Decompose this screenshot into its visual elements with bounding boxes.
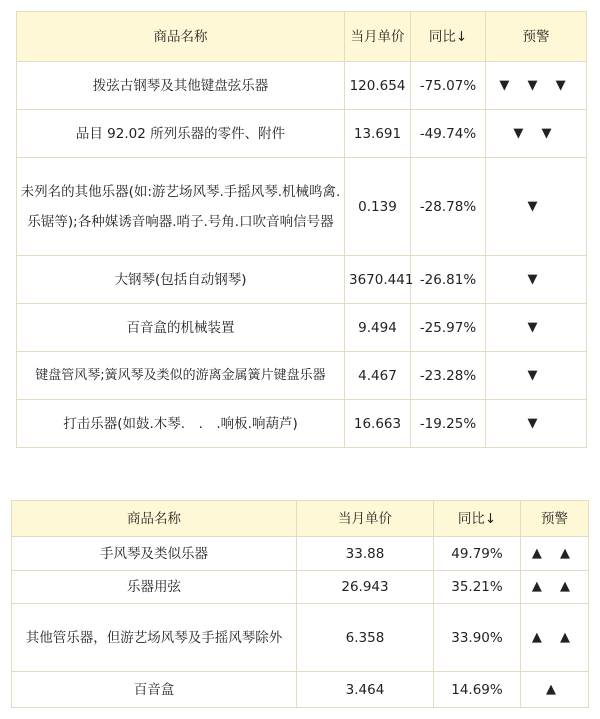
product-name: 未列名的其他乐器(如:游艺场风琴.手摇风琴.机械鸣禽.乐锯等);各种媒诱音响器.哨子.号角.口吹音响信号器: [17, 158, 345, 256]
alert-up-icon: ▲: [521, 672, 589, 708]
table-row: [12, 604, 589, 672]
yoy-change: -75.07%: [411, 62, 486, 110]
product-name: 大钢琴(包括自动钢琴): [17, 256, 345, 304]
header-yoy: 同比↓: [434, 501, 521, 537]
alert-down-icon: ▼ ▼: [486, 110, 587, 158]
product-name: 手风琴及类似乐器: [12, 537, 297, 571]
unit-price: 16.663: [345, 400, 411, 448]
yoy-change: -49.74%: [411, 110, 486, 158]
price-increase-table: [11, 500, 589, 708]
unit-price: 4.467: [345, 352, 411, 400]
product-name: 乐器用弦: [12, 571, 297, 604]
alert-down-icon: ▼: [486, 256, 587, 304]
unit-price: 26.943: [297, 571, 434, 604]
header-product-name: 商品名称: [12, 501, 297, 537]
unit-price: 13.691: [345, 110, 411, 158]
product-name: 打击乐器(如鼓.木琴. . .响板.响葫芦): [17, 400, 345, 448]
product-name: 百音盒: [12, 672, 297, 708]
unit-price: 6.358: [297, 604, 434, 672]
table-row: [17, 158, 587, 256]
table-row: [17, 400, 587, 448]
table-row: [12, 571, 589, 604]
alert-up-icon: ▲ ▲: [521, 604, 589, 672]
yoy-change: -19.25%: [411, 400, 486, 448]
yoy-change: -28.78%: [411, 158, 486, 256]
alert-down-icon: ▼: [486, 158, 587, 256]
table-row: [12, 672, 589, 708]
product-name: 其他管乐器，但游艺场风琴及手摇风琴除外: [12, 604, 297, 672]
table-row: [17, 304, 587, 352]
yoy-change: -26.81%: [411, 256, 486, 304]
product-name: 拨弦古钢琴及其他键盘弦乐器: [17, 62, 345, 110]
yoy-change: 33.90%: [434, 604, 521, 672]
header-product-name: 商品名称: [17, 12, 345, 62]
table-header-row: [12, 501, 589, 537]
product-name: 品目 92.02 所列乐器的零件、附件: [17, 110, 345, 158]
table-row: [17, 352, 587, 400]
unit-price: 3.464: [297, 672, 434, 708]
unit-price: 9.494: [345, 304, 411, 352]
yoy-change: 35.21%: [434, 571, 521, 604]
unit-price: 120.654: [345, 62, 411, 110]
price-decline-table: [16, 11, 587, 448]
alert-down-icon: ▼ ▼ ▼: [486, 62, 587, 110]
product-name: 键盘管风琴;簧风琴及类似的游离金属簧片键盘乐器: [17, 352, 345, 400]
header-alert: 预警: [521, 501, 589, 537]
unit-price: 33.88: [297, 537, 434, 571]
alert-down-icon: ▼: [486, 352, 587, 400]
alert-down-icon: ▼: [486, 304, 587, 352]
table-row: [12, 537, 589, 571]
yoy-change: 49.79%: [434, 537, 521, 571]
yoy-change: 14.69%: [434, 672, 521, 708]
table-header-row: [17, 12, 587, 62]
header-unit-price: 当月单价: [297, 501, 434, 537]
yoy-change: -25.97%: [411, 304, 486, 352]
product-name: 百音盒的机械装置: [17, 304, 345, 352]
header-yoy: 同比↓: [411, 12, 486, 62]
yoy-change: -23.28%: [411, 352, 486, 400]
table-row: [17, 256, 587, 304]
table-row: [17, 110, 587, 158]
alert-up-icon: ▲ ▲: [521, 571, 589, 604]
header-unit-price: 当月单价: [345, 12, 411, 62]
alert-down-icon: ▼: [486, 400, 587, 448]
header-alert: 预警: [486, 12, 587, 62]
unit-price: 0.139: [345, 158, 411, 256]
unit-price: 3670.441: [345, 256, 411, 304]
table-row: [17, 62, 587, 110]
alert-up-icon: ▲ ▲: [521, 537, 589, 571]
